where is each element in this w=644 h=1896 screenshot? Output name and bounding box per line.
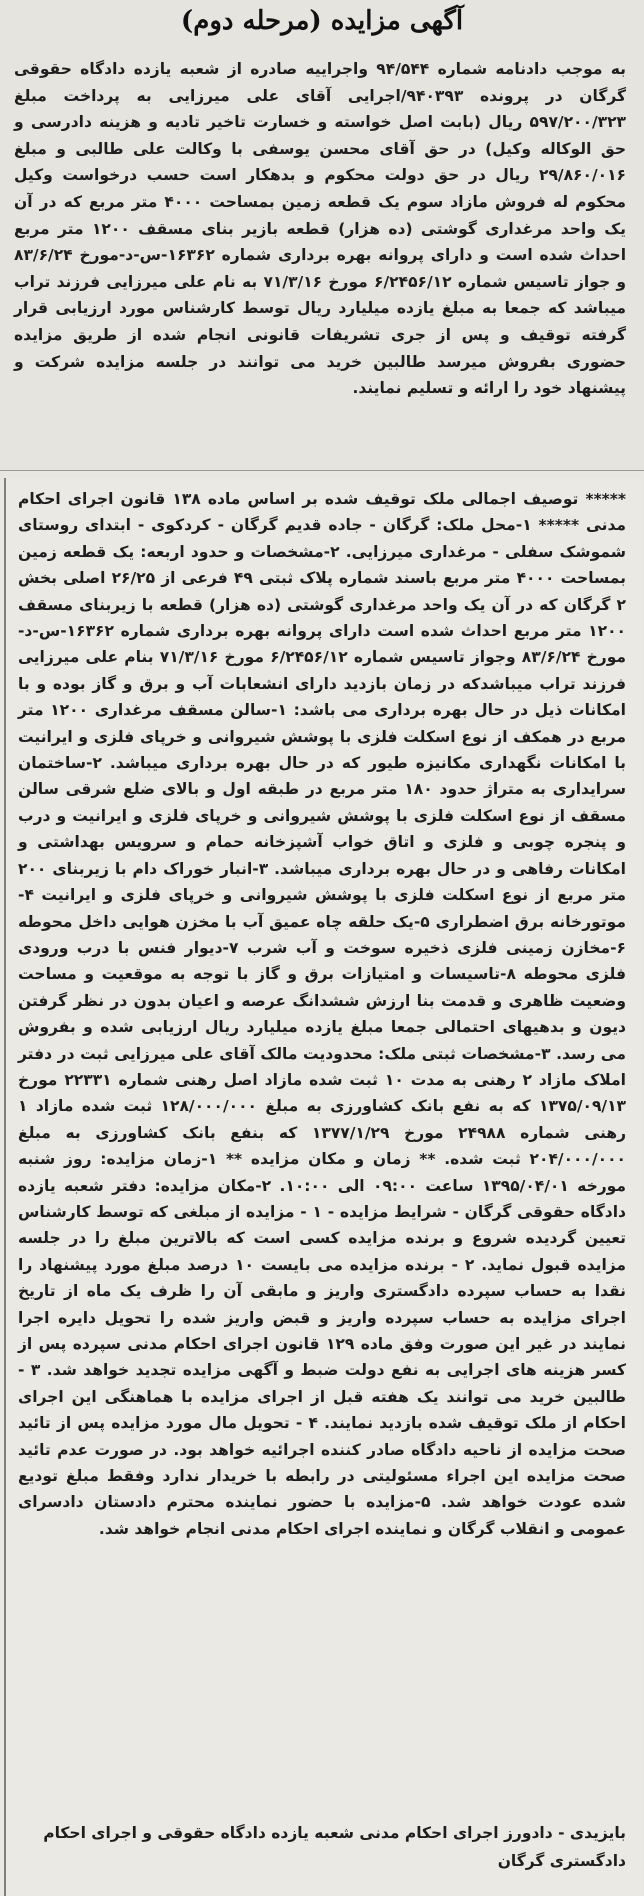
signature-line: بایزیدی - دادورز اجرای احکام مدنی شعبه یازده دادگاه حقوقی و اجرای احکام: [43, 1824, 626, 1842]
notice-details-section: [4, 478, 642, 1896]
property-description-paragraph: ***** توصیف اجمالی ملک توقیف شده بر اساس ماده ۱۳۸ قانون اجرای احکام مدنی ***** ۱-محل ملک: گرگان - جاده قدیم گرگان - کردکوی - ابتدای روستای شموشک سفلی - مرغداری میرزایی. ۲-مشخصات و حدود اربعه: یک قطعه زمین بمساحت ۴۰۰۰ متر مربع باسند شماره پلاک ثبتی ۴۹ فرعی از ۲۶/۲۵ اصلی بخش ۲ گرگان که در آن یک واحد مرغداری گوشتی (ده هزار) قطعه با زیربنای مسقف ۱۲۰۰ متر مربع احداث شده است دارای پروانه بهره برداری شماره ۱۶۳۶۲-س-د-مورخ ۸۳/۶/۲۴ وجواز تاسیس شماره ۶/۲۴۵۶/۱۲ مورخ ۷۱/۳/۱۶ بنام علی میرزایی فرزند تراب میباشدکه در زمان بازدید دارای انشعابات آب و برق و گاز بوده و با امکانات ذیل در حال بهره برداری می باشد: ۱-سالن مسقف مرغداری ۱۲۰۰ متر مربع در همکف از نوع اسکلت فلزی با پوشش شیروانی و خرپای فلزی و ایرانیت با امکانات نگهداری مکانیزه طیور که در حال بهره برداری میباشد. ۲-ساختمان سرایداری به متراژ حدود ۱۸۰ متر مربع در طبقه اول و بالای ضلع شرقی سالن مسقف از نوع اسکلت فلزی با پوشش شیروانی و خرپای فلزی و ایرانیت و درب و پنجره چوبی و فلزی و اتاق خواب آشپزخانه حمام و سرویس بهداشتی و امکانات رفاهی و در حال بهره برداری میباشد. ۳-انبار خوراک دام با زیربنای ۲۰۰ متر مربع از نوع اسکلت فلزی با پوشش شیروانی و خرپای فلزی و ایرانیت ۴-موتورخانه برق اضطراری ۵-یک حلقه چاه عمیق آب با مخزن هوایی داخل محوطه ۶-مخازن زمینی فلزی ذخیره سوخت و آب شرب ۷-دیوار فنس با درب ورودی فلزی محوطه ۸-تاسیسات و امتیازات برق و گاز با توجه به موقعیت و مساحت وضعیت ظاهری و قدمت بنا ارزش ششدانگ عرصه و اعیان بدون در نظر گرفتن دیون و بدهیهای احتمالی جمعا مبلغ یازده میلیارد ریال ارزیابی شده و بفروش می رسد. ۳-مشخصات ثبتی ملک: محدودیت مالک آقای علی میرزایی ثبت در دفتر املاک مازاد ۲ رهنی به مدت ۱۰ ثبت شده مازاد اصل رهنی شماره ۲۲۳۳۱ مورخ ۱۳۷۵/۰۹/۱۳ که به نفع بانک کشاورزی به مبلغ ۱۲۸/۰۰۰/۰۰۰ ثبت شده مازاد ۱ رهنی شماره ۲۴۹۸۸ مورخ ۱۳۷۷/۱/۲۹ که بنفع بانک کشاورزی به مبلغ ۲۰۴/۰۰۰/۰۰۰ ثبت شده. ** زمان و مکان مزایده ** ۱-زمان مزایده: روز شنبه مورخه ۱۳۹۵/۰۴/۰۱ ساعت ۰۹:۰۰ الی ۱۰:۰۰. ۲-مکان مزایده: دفتر شعبه یازده دادگاه حقوقی گرگان - شرایط مزایده - ۱ - مزایده از مبلغی که توسط کارشناس تعیین گردیده شروع و برنده مزایده کسی است که بالاترین مبلغ را در جلسه مزایده قبول نماید. ۲ - برنده مزایده می بایست ۱۰ درصد مبلغ مورد پیشنهاد را نقدا به حساب سپرده دادگستری واریز و مابقی آن را ظرف یک ماه از تاریخ اجرای مزایده به حساب سپرده واریز و قبض واریز شده را تحویل دایره اجرا نمایند در غیر این صورت وفق ماده ۱۲۹ قانون اجرای احکام مدنی سپرده پس از کسر هزینه های اجرایی به نفع دولت ضبط و آگهی مزایده تجدید خواهد شد. ۳ - طالبین خرید می توانند یک هفته قبل از اجرای مزایده با هماهنگی این اجرای احکام از ملک توقیف شده بازدید نمایند. ۴ - تحویل مال مورد مزایده پس از تائید صحت مزایده از ناحیه دادگاه صادر کننده اجرائیه خواهد بود. در صورت عدم تائید صحت مزایده این اجراء مسئولیتی در رابطه با خریدار ندارد وفقط مبلغ تودیع شده عودت خواهد شد. ۵-مزایده با حضور نماینده محترم دادستان دادسرای عمومی و انقلاب گرگان و نماینده اجرای احکام مدنی انجام خواهد شد.: [18, 490, 627, 1538]
notice-intro-paragraph: به موجب دادنامه شماره ۹۴/۵۴۴ واجراییه صادره از شعبه یازده دادگاه حقوقی گرگان در پرونده ۹۴۰۳۹۳/اجرایی آقای علی میرزایی به پرداخت مبلغ ۵۹۷/۲۰۰/۳۲۳ ریال (بابت اصل خواسته و خسارت تاخیر تادیه و هزینه دادرسی و حق الوکاله وکیل) در حق آقای محسن یوسفی با وکالت علی طالبی و مبلغ ۲۹/۸۶۰/۰۱۶ ریال در حق دولت محکوم و بدهکار است حسب درخواست وکیل محکوم له فروش مازاد سوم یک قطعه زمین بمساحت ۴۰۰۰ متر مربع که در آن یک واحد مرغداری گوشتی (ده هزار) قطعه بازیر بنای مسقف ۱۲۰۰ متر مربع احداث شده است و دارای پروانه بهره برداری شماره ۱۶۳۶۲-س-د-مورخ ۸۳/۶/۲۴ و جواز تاسیس شماره ۶/۲۴۵۶/۱۲ مورخ ۷۱/۳/۱۶ به نام علی میرزایی فرزند تراب میباشد که جمعا به مبلغ یازده میلیارد ریال توسط کارشناس مورد ارزیابی قرار گرفته توقیف و پس از جری تشریفات قانونی انجام شده از طریق مزایده حضوری بفروش میرسد طالبین خرید می توانند در جلسه مزایده شرکت و پیشنهاد خود را ارائه و تسلیم نمایند.: [14, 60, 627, 398]
notice-header-section: [0, 0, 644, 471]
notice-title: آگهی مزایده (مرحله دوم): [180, 6, 464, 36]
signature-line-continued: دادگستری گرگان: [497, 1852, 626, 1870]
